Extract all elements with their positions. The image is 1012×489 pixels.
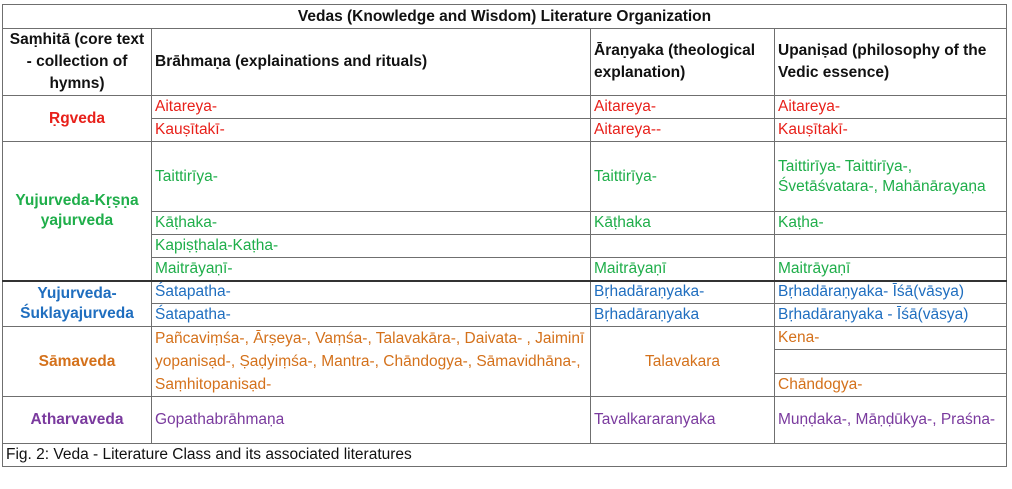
rgveda-row-1 [3,96,1007,119]
krsna-upanisad-4: Maitrāyaṇī [775,258,1007,281]
veda-samaveda: Sāmaveda [3,327,152,397]
sama-upanisad-3: Chāndogya- [775,373,1007,396]
sama-aranyaka: Talavakara [591,327,775,397]
sama-upanisad-2 [775,350,1007,373]
krsna-upanisad-3 [775,235,1007,258]
rgveda-aranyaka-1: Aitareya- [591,96,775,119]
rgveda-brahmana-2: Kauṣītakī- [152,119,591,142]
atharva-row [3,397,1007,444]
krsna-aranyaka-1: Taittirīya- [591,142,775,212]
krsna-aranyaka-2: Kāṭhaka [591,212,775,235]
atharva-aranyaka: Tavalkararanyaka [591,397,775,444]
sukla-upanisad-2: Bṛhadāraṇyaka - Īśā(vāsya) [775,304,1007,327]
sukla-row-2 [3,304,1007,327]
header-row [3,29,1007,96]
caption-row [3,444,1007,467]
krsna-upanisad-2: Kaṭha- [775,212,1007,235]
rgveda-row-2 [3,119,1007,142]
sama-upanisad-1: Kena- [775,327,1007,350]
krsna-upanisad-1: Taittirīya- Taittirīya-, Śvetāśvatara-, Mahānārayaṇa [775,142,1007,212]
veda-atharvaveda: Atharvaveda [3,397,152,444]
rgveda-aranyaka-2: Aitareya-- [591,119,775,142]
header-samhita: Saṃhitā (core text - collection of hymns) [3,29,152,96]
literature-table-frame [2,4,1006,480]
veda-sukla-yajurveda: Yujurveda- Śuklayajurveda [3,281,152,327]
sukla-upanisad-1: Bṛhadāraṇyaka- Īśā(vāsya) [775,281,1007,304]
atharva-brahmana: Gopathabrāhmaṇa [152,397,591,444]
veda-literature-table [2,4,1007,467]
krsna-brahmana-1: Taittirīya- [152,142,591,212]
veda-rgveda: Ṛgveda [3,96,152,142]
figure-caption: Fig. 2: Veda - Literature Class and its associated literatures [3,444,1007,467]
sukla-brahmana-2: Śatapatha- [152,304,591,327]
sukla-brahmana-1: Śatapatha- [152,281,591,304]
sukla-aranyaka-2: Bṛhadāraṇyaka [591,304,775,327]
krsna-brahmana-3: Kapiṣṭhala-Kaṭha- [152,235,591,258]
sama-row-1 [3,327,1007,350]
rgveda-brahmana-1: Aitareya- [152,96,591,119]
krsna-brahmana-4: Maitrāyaṇī- [152,258,591,281]
krsna-row-2 [3,212,1007,235]
header-upanisad: Upaniṣad (philosophy of the Vedic essence) [775,29,1007,96]
krsna-aranyaka-4: Maitrāyaṇī [591,258,775,281]
atharva-upanisad: Muṇḍaka-, Māṇḍūkya-, Praśna- [775,397,1007,444]
krsna-row-1 [3,142,1007,212]
header-aranyaka: Āraṇyaka (theological explanation) [591,29,775,96]
krsna-brahmana-2: Kāṭhaka- [152,212,591,235]
table-title: Vedas (Knowledge and Wisdom) Literature Organization [3,5,1007,29]
krsna-aranyaka-3 [591,235,775,258]
veda-krsna-yajurveda: Yujurveda-Kṛṣṇa yajurveda [3,142,152,281]
header-brahmana: Brāhmaṇa (explainations and rituals) [152,29,591,96]
krsna-row-4 [3,258,1007,281]
title-row [3,5,1007,29]
sama-brahmana: Pañcaviṃśa-, Ārṣeya-, Vaṃśa-, Talavakāra-, Daivata- , Jaiminī yopanisạd-, Ṣaḍyiṃśa-, Mantra-, Chāndogya-, Sāmavidhāna-, Saṃhitopanisạd- [152,327,591,397]
rgveda-upanisad-1: Aitareya- [775,96,1007,119]
sukla-aranyaka-1: Bṛhadāraṇyaka- [591,281,775,304]
rgveda-upanisad-2: Kauṣītakī- [775,119,1007,142]
krsna-row-3 [3,235,1007,258]
sukla-row-1 [3,281,1007,304]
